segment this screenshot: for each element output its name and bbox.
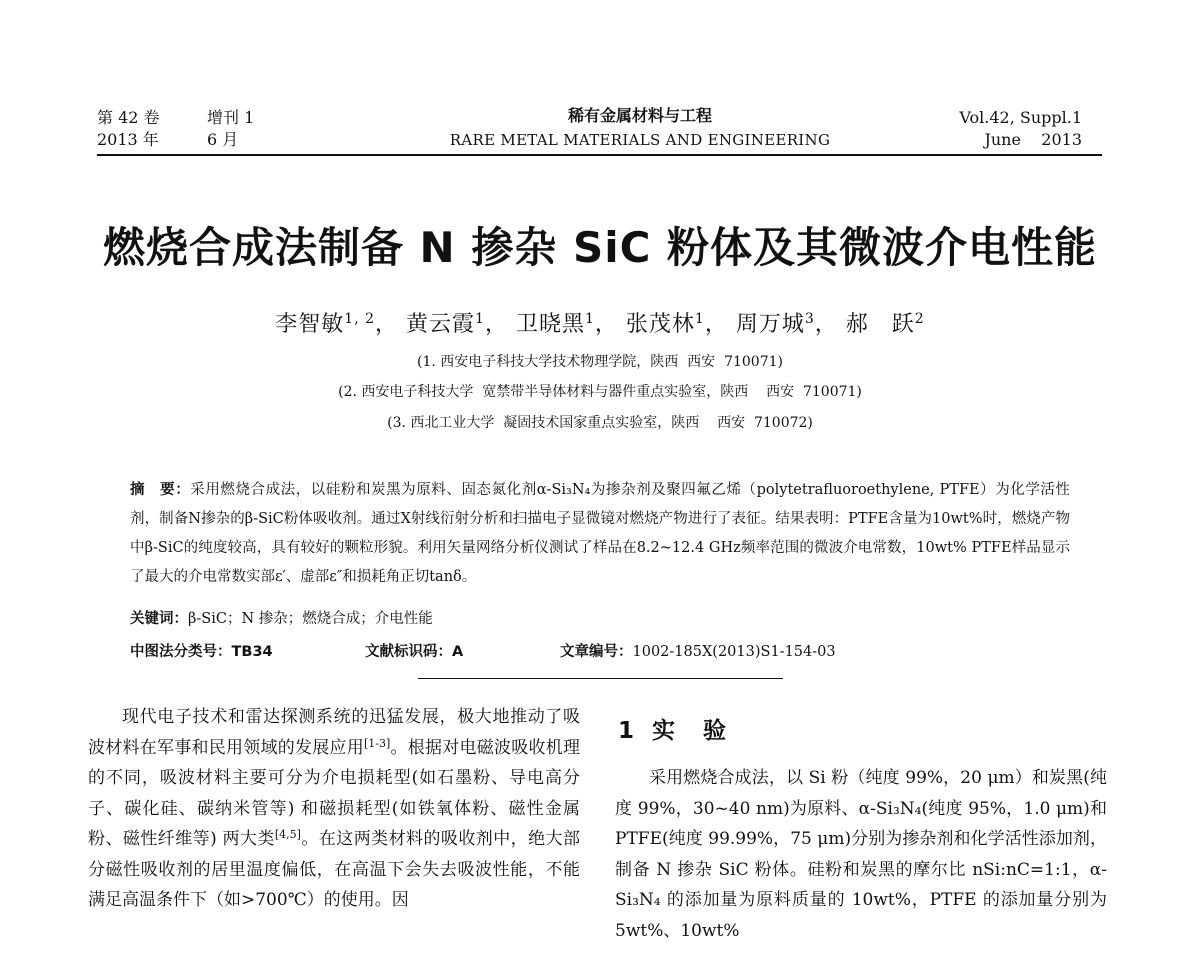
author-name: 张茂林 <box>625 312 695 337</box>
author-name: 周万城 <box>735 312 805 337</box>
section-heading <box>618 716 730 746</box>
journal-title-en: RARE METAL MATERIALS AND ENGINEERING <box>449 131 831 149</box>
section-number: 1 <box>618 718 639 744</box>
citation-ref: [1-3] <box>363 736 391 750</box>
author-affiliation-mark: 1 <box>475 311 485 327</box>
author-name: 黄云霞 <box>406 312 476 337</box>
intro-paragraph <box>88 702 580 916</box>
author-list: 李智敏$^{1, 2}$， 黄云霞$^1$， 卫晓黑$^1$， 张茂林$^1$， 周万城$^3$， 郝 跃$^2$ <box>275 311 925 337</box>
author-affiliation-mark: 3 <box>804 311 815 327</box>
article-number-value: 1002-185X(2013)S1-154-03 <box>632 644 836 660</box>
volume-cn: 第 42 卷 <box>97 108 160 127</box>
abstract-rule <box>418 678 783 679</box>
header-rule <box>97 154 1102 156</box>
affiliation-1: (1. 西安电子科技大学技术物理学院，陕西 西安 710071) <box>417 354 783 370</box>
article-number <box>560 641 836 663</box>
clc-value: TB34 <box>231 644 273 660</box>
issue-cn: 增刊 1 <box>207 108 255 127</box>
volume-en: Vol.42, Suppl.1 <box>959 108 1082 127</box>
journal-title-cn: 稀有金属材料与工程 <box>567 106 712 125</box>
keywords <box>130 608 433 630</box>
intro-text-3: 。在这两类材料的吸收剂中，绝大部分磁性吸收剂的居里温度偏低，在高温下会失去吸波性能，不能满足高温条件下（如>700℃）的使用。因 <box>88 829 580 910</box>
clc-label: 中图法分类号： <box>130 644 232 660</box>
document-code-value: A <box>452 644 464 660</box>
abstract-label: 摘 要： <box>130 482 191 498</box>
clc-number <box>130 641 273 663</box>
author-affiliation-mark: 2 <box>914 311 925 327</box>
month-cn: 6 月 <box>207 130 239 149</box>
document-code <box>365 641 463 663</box>
abstract <box>130 476 1070 592</box>
author-affiliation-mark: 1 <box>584 311 595 327</box>
intro-text-1: 现代电子技术和雷达探测系统的迅猛发展，极大地推动了吸波材料在军事和民用领域的发展应用 <box>88 707 580 758</box>
article-number-label: 文章编号： <box>560 644 633 660</box>
intro-text-2: 。根据对电磁波吸收机理的不同，吸波材料主要可分为介电损耗型(如石墨粉、导电高分子、碳化硅、碳纳米管等) 和磁损耗型(如铁氧体粉、磁性金属粉、磁性纤维等) 两大类 <box>88 737 581 849</box>
author-name: 李智敏 <box>275 312 345 337</box>
keywords-label: 关键词： <box>130 611 188 627</box>
affiliation-2: (2. 西安电子科技大学 宽禁带半导体材料与器件重点实验室，陕西 西安 710071) <box>338 384 862 400</box>
section-title: 实 验 <box>652 718 731 744</box>
author-affiliation-mark: 1 <box>694 311 705 327</box>
author-affiliation-mark: 1, 2 <box>344 311 376 327</box>
citation-ref: [4,5] <box>274 828 301 841</box>
date-en: June 2013 <box>984 130 1082 149</box>
abstract-text: 采用燃烧合成法，以硅粉和炭黑为原料、固态氮化剂α-Si₃N₄为掺杂剂及聚四氟乙烯（polytetrafluoroethylene, PTFE）为化学活性剂，制备N掺杂的β-SiC粉体吸收剂。通过X射线衍射分析和扫描电子显微镜对燃烧产物进行了表征。结果表明：PTFE含量为10wt%时，燃烧产物中β-SiC的纯度较高，具有较好的颗粒形貌。利用矢量网络分析仪测试了样品在8.2~12.4 GHz频率范围的微波介电常数，10wt% PTFE样品显示了最大的介电常数实部ε′、虚部ε″和损耗角正切tanδ。 <box>130 482 1070 585</box>
document-code-label: 文献标识码： <box>365 644 452 660</box>
author-name: 郝 跃 <box>845 312 915 337</box>
paper-title: 燃烧合成法制备 N 掺杂 SiC 粉体及其微波介电性能 <box>102 223 1098 272</box>
year-cn: 2013 年 <box>97 130 159 149</box>
affiliation-3: (3. 西北工业大学 凝固技术国家重点实验室，陕西 西安 710072) <box>387 415 813 431</box>
experiment-paragraph: 采用燃烧合成法，以 Si 粉（纯度 99%，20 μm）和炭黑(纯度 99%，30~40 nm)为原料、α-Si₃N₄(纯度 95%，1.0 μm)和 PTFE(纯度 99.99%，75 μm)分别为掺杂剂和化学活性添加剂，制备 N 掺杂 SiC 粉体。硅粉和炭黑的摩尔比 nSi:nC=1:1，α-Si₃N₄ 的添加量为原料质量的 10wt%，PTFE 的添加量分别为 5wt%、10wt% <box>615 768 1107 941</box>
author-name: 卫晓黑 <box>515 312 585 337</box>
keywords-text: β-SiC；N 掺杂；燃烧合成；介电性能 <box>188 611 433 627</box>
